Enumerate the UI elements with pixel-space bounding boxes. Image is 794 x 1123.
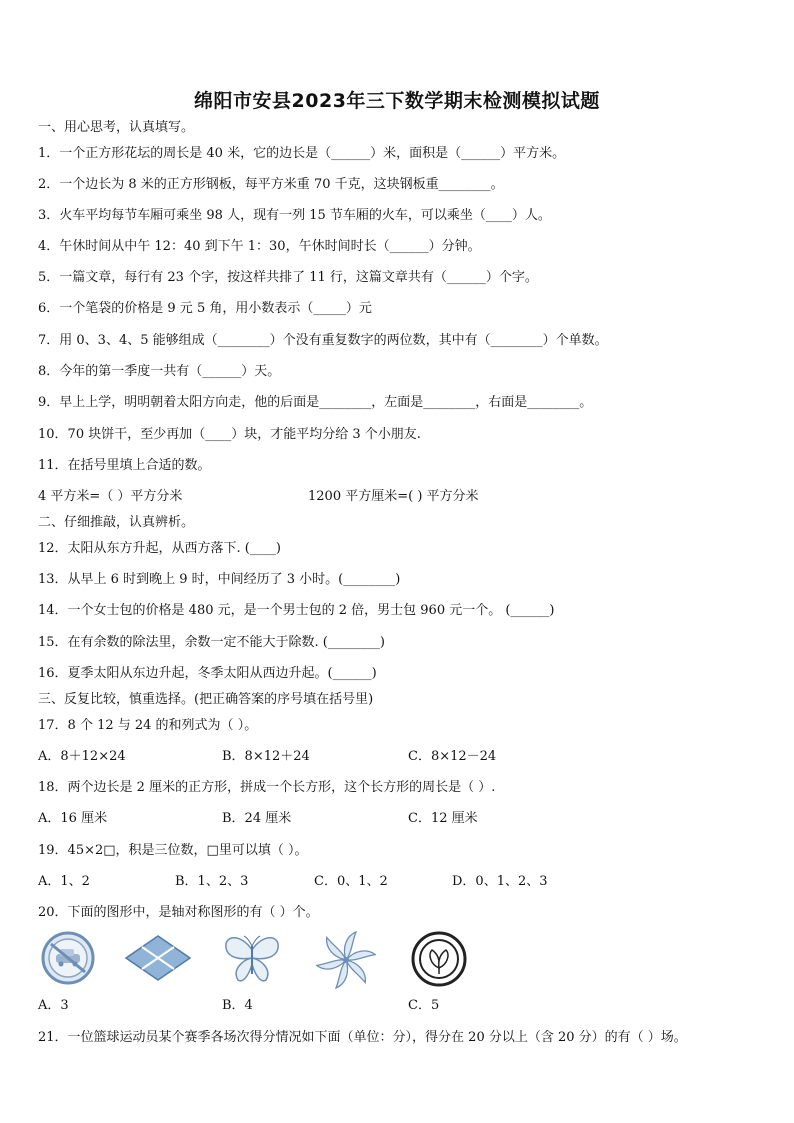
question-20: 20．下面的图形中，是轴对称图形的有（ ）个。	[38, 905, 319, 920]
question-7: 7．用 0、3、4、5 能够组成（________）个没有重复数字的两位数，其中有（________）个单数。	[38, 333, 608, 348]
question-11: 11．在括号里填上合适的数。	[38, 458, 211, 473]
question-11-part-b: 1200 平方厘米=( ) 平方分米	[308, 489, 479, 504]
question-19: 19．45×2□，积是三位数，□里可以填（ ）。	[38, 843, 308, 858]
question-20-option-c: C．5	[408, 998, 440, 1013]
question-12: 12．太阳从东方升起，从西方落下. (____)	[38, 541, 281, 556]
question-3: 3．火车平均每节车厢可乘坐 98 人，现有一列 15 节车厢的火车，可以乘坐（____）人。	[38, 208, 551, 223]
question-13: 13．从早上 6 时到晚上 9 时，中间经历了 3 小时。(________)	[38, 572, 401, 587]
question-17-option-a: A．8＋12×24	[38, 749, 126, 764]
question-16: 16．夏季太阳从东边升起，冬季太阳从西边升起。(______)	[38, 666, 377, 681]
question-4: 4．午休时间从中午 12：40 到下午 1：30，午休时间时长（______）分钟。	[38, 239, 481, 254]
question-20-option-a: A．3	[38, 998, 69, 1013]
question-18-option-c: C．12 厘米	[408, 811, 478, 826]
question-18-option-a: A．16 厘米	[38, 811, 108, 826]
question-6: 6．一个笔袋的价格是 9 元 5 角，用小数表示（_____）元	[38, 301, 372, 316]
question-17-option-b: B．8×12＋24	[222, 749, 310, 764]
question-18-option-b: B．24 厘米	[222, 811, 292, 826]
question-21: 21．一位篮球运动员某个赛季各场次得分情况如下面（单位：分），得分在 20 分以上（含 20 分）的有（ ）场。	[38, 1030, 687, 1045]
question-9: 9．早上上学，明明朝着太阳方向走，他的后面是________，左面是________，右面是________。	[38, 395, 593, 410]
question-1: 1．一个正方形花坛的周长是 40 米，它的边长是（______）米，面积是（______）平方米。	[38, 146, 566, 161]
butterfly-icon	[220, 930, 284, 986]
question-20-option-b: B．4	[222, 998, 253, 1013]
question-17: 17．8 个 12 与 24 的和列式为（ ）。	[38, 718, 258, 733]
question-2: 2．一个边长为 8 米的正方形钢板，每平方米重 70 千克，这块钢板重________。	[38, 177, 504, 192]
leaf-circle-icon	[410, 930, 468, 988]
section-3-heading: 三、反复比较，慎重选择。(把正确答案的序号填在括号里)	[38, 692, 374, 707]
no-car-sign-icon	[40, 930, 96, 986]
question-10: 10．70 块饼干，至少再加（____）块，才能平均分给 3 个小朋友.	[38, 427, 421, 442]
question-20-figures	[0, 930, 794, 990]
page-title: 绵阳市安县2023年三下数学期末检测模拟试题	[194, 90, 600, 112]
question-19-option-c: C．0、1、2	[314, 874, 388, 889]
question-5: 5．一篇文章，每行有 23 个字，按这样共排了 11 行，这篇文章共有（______）个字。	[38, 270, 538, 285]
question-17-option-c: C．8×12－24	[408, 749, 497, 764]
question-19-option-d: D．0、1、2、3	[452, 874, 548, 889]
section-2-heading: 二、仔细推敲，认真辨析。	[38, 515, 195, 530]
pinwheel-flower-icon	[316, 930, 376, 990]
section-1-heading: 一、用心思考，认真填写。	[38, 120, 195, 135]
question-19-option-b: B．1、2、3	[175, 874, 249, 889]
question-15: 15．在有余数的除法里，余数一定不能大于除数. (________)	[38, 635, 385, 650]
question-8: 8．今年的第一季度一共有（______）天。	[38, 364, 281, 379]
question-11-part-a: 4 平方米=（ ）平方分米	[38, 489, 183, 504]
question-19-option-a: A．1、2	[38, 874, 90, 889]
question-18: 18．两个边长是 2 厘米的正方形，拼成一个长方形，这个长方形的周长是（ ）.	[38, 780, 496, 795]
question-14: 14．一个女士包的价格是 480 元，是一个男士包的 2 倍，男士包 960 元一个。 (______)	[38, 603, 555, 618]
diamond-grid-icon	[122, 930, 194, 986]
